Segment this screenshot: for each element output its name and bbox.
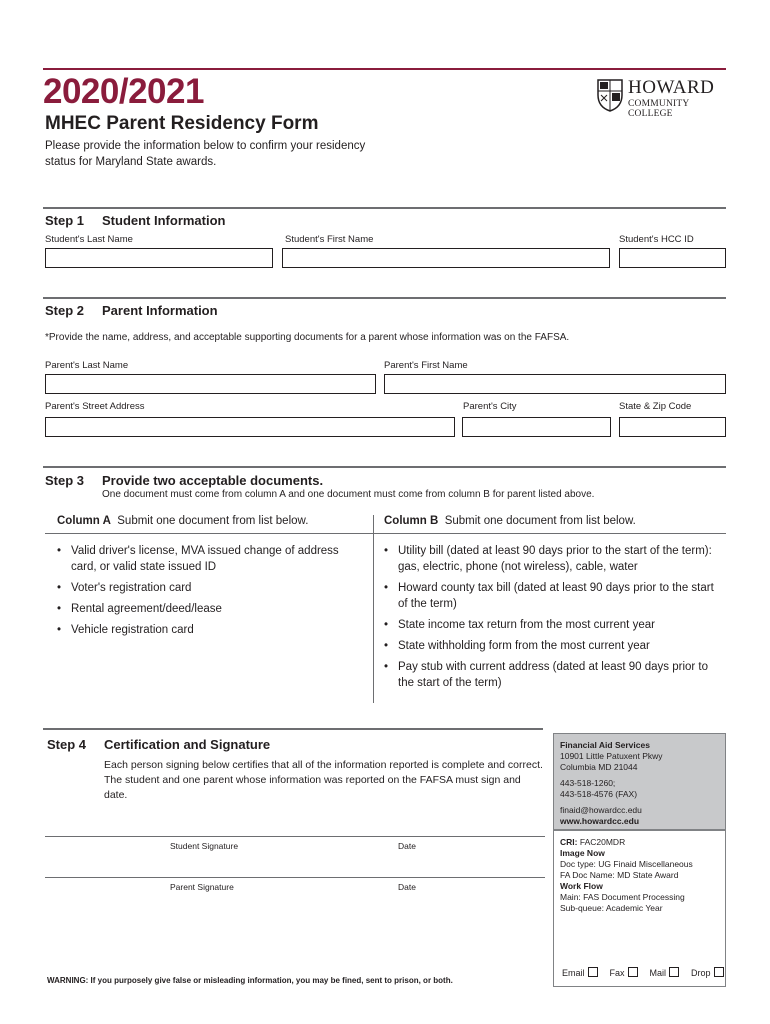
fa-office-name: Financial Aid Services (560, 740, 650, 750)
certification-text: Each person signing below certifies that all of the information reported is complete and correct. The student and one parent whose information was reported on the FAFSA must sign and date. (104, 759, 543, 801)
step4-heading (47, 737, 270, 752)
parent-street-field[interactable] (45, 417, 455, 437)
list-item: • State withholding form from the most current year (384, 638, 714, 654)
column-b-list (384, 543, 714, 696)
fa-address1: 10901 Little Patuxent Pkwy (560, 751, 663, 761)
drop-checkbox-label: Drop (691, 968, 711, 978)
student-first-name-label: Student's First Name (285, 234, 374, 245)
form-title: MHEC Parent Residency Form (45, 113, 319, 134)
column-b-text: Submit one document from list below. (444, 515, 636, 527)
student-hcc-id-label: Student's HCC ID (619, 234, 694, 245)
mail-checkbox[interactable] (669, 967, 679, 977)
parent-state-zip-label: State & Zip Code (619, 401, 692, 412)
parent-signature-label: Parent Signature (170, 882, 234, 892)
list-item: • Vehicle registration card (57, 622, 357, 638)
list-item: • Pay stub with current address (dated at least 90 days prior to the start of the term) (384, 659, 714, 691)
student-date-label: Date (398, 841, 416, 851)
step1-number: Step 1 (45, 213, 85, 228)
column-a-text: Submit one document from list below. (117, 515, 309, 527)
column-a-list (57, 543, 357, 643)
shield-icon (596, 77, 624, 113)
step2-number: Step 2 (45, 303, 85, 318)
parent-first-name-label: Parent's First Name (384, 360, 468, 371)
fa-phone: 443-518-1260; (560, 778, 616, 788)
parent-state-zip-field[interactable] (619, 417, 726, 437)
student-last-name-label: Student's Last Name (45, 234, 133, 245)
step3-rule (43, 466, 726, 468)
list-item: • Howard county tax bill (dated at least 90 days prior to the start of the term) (384, 580, 714, 612)
step2-note: *Provide the name, address, and acceptable supporting documents for a parent whose information was on the FAFSA. (45, 332, 570, 343)
fax-checkbox-label: Fax (609, 968, 625, 978)
cri-label: CRI: (560, 837, 578, 847)
fa-email: finaid@howardcc.edu (560, 805, 642, 815)
step2-title: Parent Information (102, 303, 218, 318)
parent-street-label: Parent's Street Address (45, 401, 145, 412)
fa-address2: Columbia MD 21044 (560, 762, 638, 772)
list-item: • Rental agreement/deed/lease (57, 601, 357, 617)
list-item: • Valid driver's license, MVA issued change of address card, or valid state issued ID (57, 543, 357, 575)
workflow-heading: Work Flow (560, 881, 603, 891)
mail-checkbox-label: Mail (649, 968, 667, 978)
student-last-name-field[interactable] (45, 248, 273, 268)
column-divider (373, 515, 374, 703)
step1-title: Student Information (102, 213, 226, 228)
student-hcc-id-field[interactable] (619, 248, 726, 268)
delivery-checkboxes (562, 967, 724, 978)
workflow-subqueue: Sub-queue: Academic Year (560, 903, 663, 913)
step3-number: Step 3 (45, 473, 85, 488)
student-first-name-field[interactable] (282, 248, 610, 268)
header-rule (43, 68, 726, 70)
step4-title: Certification and Signature (104, 737, 271, 752)
step3-heading (45, 473, 323, 488)
list-item: • Voter's registration card (57, 580, 357, 596)
office-use-box (553, 830, 726, 987)
email-checkbox-label: Email (562, 968, 585, 978)
parent-city-field[interactable] (462, 417, 611, 437)
step1-rule (43, 207, 726, 209)
column-b-label: Column B (384, 515, 439, 527)
step3-note: One document must come from column A and one document must come from column B for parent listed above. (102, 489, 595, 500)
student-signature-line[interactable] (45, 836, 545, 837)
logo-line2: COMMUNITY COLLEGE (628, 99, 690, 119)
warning-text: WARNING: If you purposely give false or misleading information, you may be fined, sent to prison, or both. (47, 976, 453, 985)
college-logo (596, 77, 726, 119)
step4-number: Step 4 (47, 737, 87, 752)
workflow-main: Main: FAS Document Processing (560, 892, 685, 902)
fa-fax: 443-518-4576 (FAX) (560, 789, 638, 799)
parent-signature-line[interactable] (45, 877, 545, 878)
column-b-heading (384, 515, 636, 527)
list-item: • State income tax return from the most current year (384, 617, 714, 633)
column-a-label: Column A (57, 515, 111, 527)
step4-rule (43, 728, 543, 730)
column-a-heading (57, 515, 308, 527)
parent-last-name-field[interactable] (45, 374, 376, 394)
column-header-rule (45, 533, 726, 534)
step2-rule (43, 297, 726, 299)
fax-checkbox[interactable] (628, 967, 638, 977)
parent-last-name-label: Parent's Last Name (45, 360, 129, 371)
parent-first-name-field[interactable] (384, 374, 726, 394)
fa-doc-name: FA Doc Name: MD State Award (560, 870, 679, 880)
fa-website: www.howardcc.edu (560, 816, 640, 826)
drop-checkbox[interactable] (714, 967, 724, 977)
email-checkbox[interactable] (588, 967, 598, 977)
imagenow-heading: Image Now (560, 848, 605, 858)
financial-aid-info-box (553, 733, 726, 830)
list-item: • Utility bill (dated at least 90 days prior to the start of the term): gas, electric, phone (not wireless), cable, water (384, 543, 714, 575)
step1-heading (45, 213, 226, 228)
student-signature-label: Student Signature (170, 841, 239, 851)
logo-line1: HOWARD (628, 77, 715, 98)
parent-city-label: Parent's City (463, 401, 517, 412)
form-year: 2020/2021 (43, 72, 204, 111)
step2-heading (45, 303, 218, 318)
step3-title: Provide two acceptable documents. (102, 473, 324, 488)
parent-date-label: Date (398, 882, 416, 892)
form-intro: Please provide the information below to confirm your residency status for Maryland State awards. (45, 140, 366, 168)
cri-value: FAC20MDR (579, 837, 626, 847)
doc-type: Doc type: UG Finaid Miscellaneous (560, 859, 693, 869)
